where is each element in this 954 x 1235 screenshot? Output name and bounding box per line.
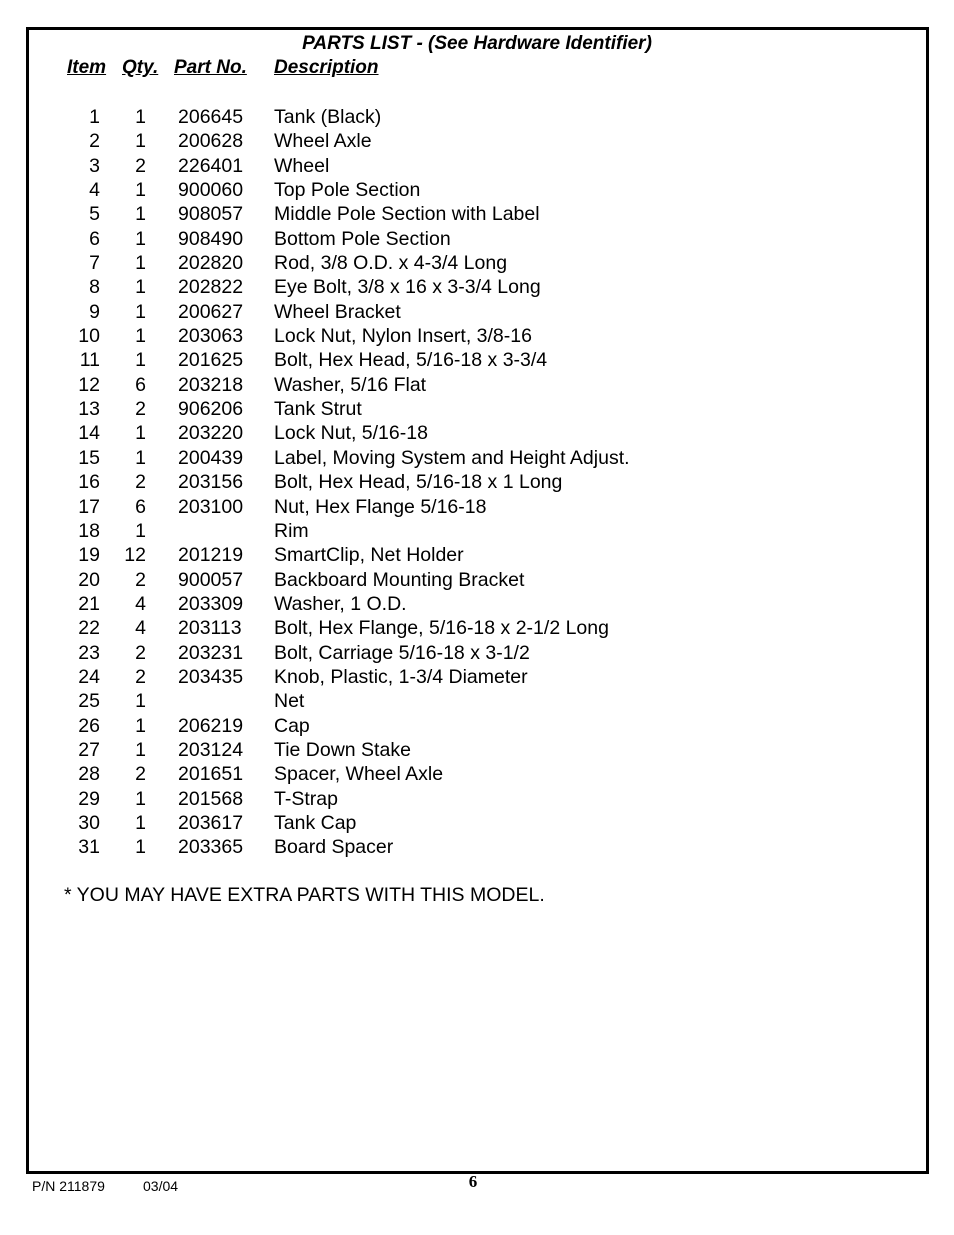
qty-cell: 1	[135, 106, 146, 128]
part-no-cell: 201219	[178, 544, 244, 567]
qty-cell: 1	[135, 179, 146, 202]
item-cell: 23	[78, 641, 100, 664]
part-no-cell: 203435	[178, 665, 244, 688]
description-cell: Wheel Axle	[274, 130, 372, 153]
item-cell: 25	[78, 690, 100, 713]
item-cell: 7	[89, 252, 100, 275]
item-cell: 8	[89, 276, 100, 299]
qty-cell: 6	[135, 373, 146, 396]
qty-cell: 1	[135, 836, 146, 859]
item-cell: 14	[78, 422, 100, 445]
part-no-cell: 203063	[178, 325, 244, 348]
table-row	[0, 543, 954, 567]
description-cell: Tie Down Stake	[274, 738, 411, 761]
header-qty: Qty.	[122, 57, 159, 78]
table-row	[0, 495, 954, 519]
table-row	[0, 811, 954, 835]
qty-cell: 1	[135, 738, 146, 761]
header-item: Item	[67, 57, 107, 78]
qty-cell: 1	[135, 787, 146, 810]
table-row	[0, 154, 954, 178]
description-cell: Tank (Black)	[274, 106, 382, 128]
description-cell: Label, Moving System and Height Adjust.	[274, 446, 630, 469]
table-row	[0, 178, 954, 202]
description-cell: Top Pole Section	[274, 179, 421, 202]
description-cell: Wheel	[274, 154, 330, 177]
part-no-cell: 908057	[178, 203, 244, 226]
footer-part-number: P/N 211879	[32, 1178, 105, 1194]
qty-cell: 2	[135, 398, 146, 421]
item-cell: 10	[78, 325, 100, 348]
table-row	[0, 275, 954, 299]
item-cell: 6	[89, 227, 100, 250]
table-row	[0, 689, 954, 713]
qty-cell: 4	[135, 592, 146, 615]
item-cell: 27	[78, 738, 100, 761]
part-no-cell: 226401	[178, 154, 244, 177]
table-row	[0, 641, 954, 665]
description-cell: Nut, Hex Flange 5/16-18	[274, 495, 487, 518]
qty-cell: 2	[135, 568, 146, 591]
table-row	[0, 519, 954, 543]
header-description: Description	[274, 57, 379, 78]
item-cell: 28	[78, 763, 100, 786]
table-row	[0, 738, 954, 762]
qty-cell: 1	[135, 349, 146, 372]
description-cell: Bottom Pole Section	[274, 227, 451, 250]
description-cell: Tank Cap	[274, 811, 357, 834]
qty-cell: 2	[135, 471, 146, 494]
qty-cell: 2	[135, 665, 146, 688]
description-cell: Washer, 5/16 Flat	[274, 373, 427, 396]
description-cell: Backboard Mounting Bracket	[274, 568, 525, 591]
table-row	[0, 470, 954, 494]
description-cell: Rim	[274, 519, 309, 542]
part-no-cell: 203309	[178, 592, 244, 615]
parts-table-body	[0, 105, 954, 860]
table-row	[0, 397, 954, 421]
item-cell: 15	[78, 446, 100, 469]
header-part-no: Part No.	[174, 57, 247, 78]
table-row	[0, 129, 954, 153]
description-cell: Bolt, Hex Head, 5/16-18 x 3-3/4	[274, 349, 548, 372]
description-cell: Bolt, Hex Flange, 5/16-18 x 2-1/2 Long	[274, 617, 609, 640]
description-cell: Eye Bolt, 3/8 x 16 x 3-3/4 Long	[274, 276, 541, 299]
part-no-cell: 203100	[178, 495, 244, 518]
item-cell: 17	[78, 495, 100, 518]
qty-cell: 1	[135, 276, 146, 299]
part-no-cell: 203231	[178, 641, 244, 664]
item-cell: 31	[78, 836, 100, 859]
qty-cell: 2	[135, 763, 146, 786]
part-no-cell: 206219	[178, 714, 244, 737]
qty-cell: 1	[135, 252, 146, 275]
item-cell: 9	[89, 300, 100, 323]
table-row	[0, 251, 954, 275]
part-no-cell: 203617	[178, 811, 244, 834]
description-cell: Knob, Plastic, 1-3/4 Diameter	[274, 665, 528, 688]
description-cell: Rod, 3/8 O.D. x 4-3/4 Long	[274, 252, 508, 275]
item-cell: 19	[78, 544, 100, 567]
qty-cell: 4	[135, 617, 146, 640]
part-no-cell: 900060	[178, 179, 244, 202]
qty-cell: 1	[135, 203, 146, 226]
part-no-cell: 201625	[178, 349, 244, 372]
qty-cell: 6	[135, 495, 146, 518]
qty-cell: 2	[135, 154, 146, 177]
qty-cell: 1	[135, 519, 146, 542]
table-row	[0, 665, 954, 689]
part-no-cell: 900057	[178, 568, 244, 591]
item-cell: 29	[78, 787, 100, 810]
item-cell: 12	[78, 373, 100, 396]
item-cell: 18	[78, 519, 100, 542]
qty-cell: 1	[135, 325, 146, 348]
item-cell: 21	[78, 592, 100, 615]
part-no-cell: 203156	[178, 471, 244, 494]
part-no-cell: 200439	[178, 446, 244, 469]
qty-cell: 12	[124, 544, 146, 567]
table-row	[0, 202, 954, 226]
part-no-cell: 203218	[178, 373, 244, 396]
item-cell: 5	[89, 203, 100, 226]
item-cell: 22	[78, 617, 100, 640]
part-no-cell: 200628	[178, 130, 244, 153]
table-row	[0, 616, 954, 640]
item-cell: 24	[78, 665, 100, 688]
qty-cell: 1	[135, 446, 146, 469]
table-row	[0, 592, 954, 616]
table-row	[0, 714, 954, 738]
part-no-cell: 203365	[178, 836, 244, 859]
table-row	[0, 300, 954, 324]
table-row	[0, 105, 954, 129]
item-cell: 1	[89, 106, 100, 128]
qty-cell: 2	[135, 641, 146, 664]
description-cell: Spacer, Wheel Axle	[274, 763, 444, 786]
item-cell: 16	[78, 471, 100, 494]
description-cell: Lock Nut, Nylon Insert, 3/8-16	[274, 325, 532, 348]
part-no-cell: 202820	[178, 252, 244, 275]
table-row	[0, 421, 954, 445]
table-row	[0, 348, 954, 372]
item-cell: 13	[78, 398, 100, 421]
table-row	[0, 373, 954, 397]
description-cell: Cap	[274, 714, 310, 737]
table-row	[0, 762, 954, 786]
qty-cell: 1	[135, 690, 146, 713]
part-no-cell: 908490	[178, 227, 244, 250]
table-row	[0, 324, 954, 348]
item-cell: 26	[78, 714, 100, 737]
qty-cell: 1	[135, 811, 146, 834]
item-cell: 2	[89, 130, 100, 153]
part-no-cell: 206645	[178, 106, 244, 128]
parts-list-title: PARTS LIST - (See Hardware Identifier)	[302, 33, 652, 54]
part-no-cell: 201568	[178, 787, 244, 810]
description-cell: SmartClip, Net Holder	[274, 544, 464, 567]
extra-parts-note: * YOU MAY HAVE EXTRA PARTS WITH THIS MODEL.	[64, 884, 545, 906]
part-no-cell: 201651	[178, 763, 244, 786]
description-cell: Tank Strut	[274, 398, 362, 421]
description-cell: T-Strap	[274, 787, 338, 810]
description-cell: Middle Pole Section with Label	[274, 203, 540, 226]
item-cell: 3	[89, 154, 100, 177]
part-no-cell: 202822	[178, 276, 244, 299]
item-cell: 11	[79, 349, 100, 372]
table-row	[0, 835, 954, 859]
qty-cell: 1	[135, 227, 146, 250]
part-no-cell: 203124	[178, 738, 244, 761]
item-cell: 30	[78, 811, 100, 834]
description-cell: Washer, 1 O.D.	[274, 592, 407, 615]
part-no-cell: 906206	[178, 398, 244, 421]
page-number: 6	[468, 1172, 478, 1191]
description-cell: Bolt, Hex Head, 5/16-18 x 1 Long	[274, 471, 563, 494]
qty-cell: 1	[135, 422, 146, 445]
item-cell: 20	[78, 568, 100, 591]
qty-cell: 1	[135, 130, 146, 153]
description-cell: Bolt, Carriage 5/16-18 x 3-1/2	[274, 641, 530, 664]
qty-cell: 1	[135, 714, 146, 737]
table-row	[0, 227, 954, 251]
qty-cell: 1	[135, 300, 146, 323]
table-row	[0, 568, 954, 592]
description-cell: Wheel Bracket	[274, 300, 401, 323]
item-cell: 4	[89, 179, 100, 202]
description-cell: Board Spacer	[274, 836, 394, 859]
table-row	[0, 787, 954, 811]
table-row	[0, 446, 954, 470]
part-no-cell: 203113	[178, 617, 242, 640]
footer-date: 03/04	[143, 1178, 179, 1194]
description-cell: Net	[274, 690, 305, 713]
description-cell: Lock Nut, 5/16-18	[274, 422, 428, 445]
part-no-cell: 203220	[178, 422, 244, 445]
part-no-cell: 200627	[178, 300, 244, 323]
